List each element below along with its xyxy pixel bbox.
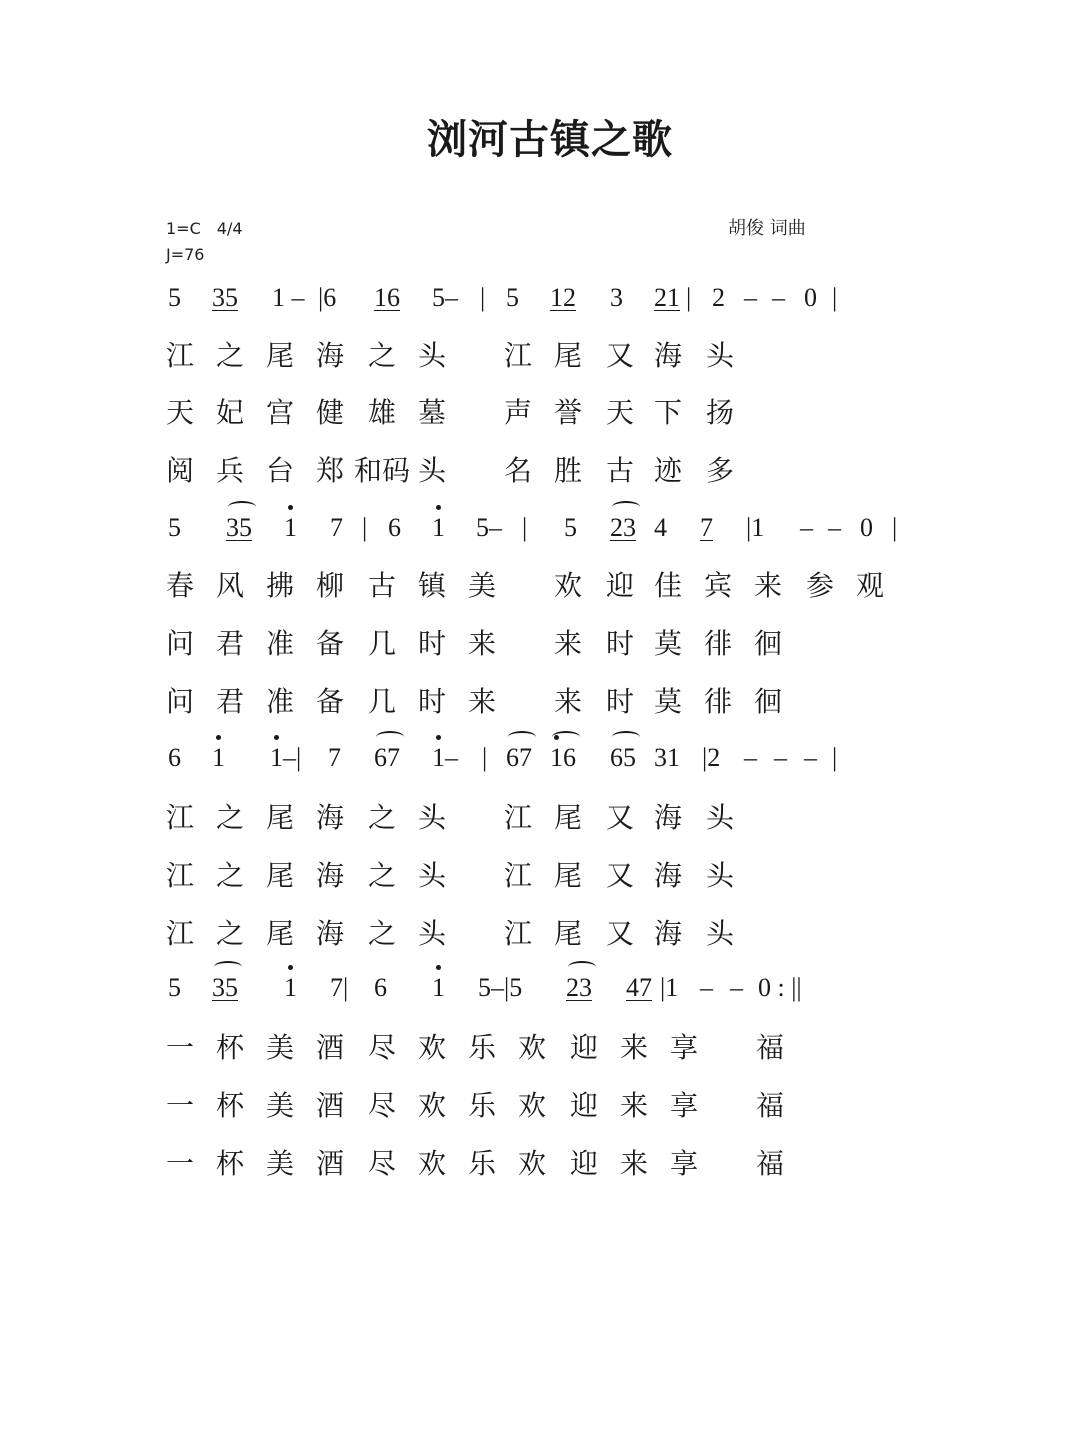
lyric-char: 又: [605, 801, 635, 834]
note: 3: [610, 283, 623, 312]
note: 21: [654, 283, 680, 312]
note: 35: [212, 283, 238, 312]
lyric-char: 之: [215, 339, 245, 372]
lyric-char: 观: [855, 569, 885, 602]
note: 1 –: [272, 283, 305, 312]
lyric-char: 福: [755, 1089, 785, 1122]
note: 23: [610, 513, 636, 542]
lyric-char: 江: [165, 801, 195, 834]
lyric-char: 江: [165, 917, 195, 950]
lyric-char: 酒: [315, 1031, 345, 1064]
lyric-char: 郑: [315, 454, 345, 487]
lyric-char: 头: [705, 339, 735, 372]
lyric-char: 多: [705, 454, 735, 487]
lyric-char: 几: [367, 685, 397, 718]
lyric-char: 头: [705, 859, 735, 892]
lyric-char: 誉: [553, 396, 583, 429]
lyric-char: 海: [653, 801, 683, 834]
lyric-char: 又: [605, 339, 635, 372]
note: –: [774, 743, 787, 772]
lyric-char: 古: [605, 454, 635, 487]
lyric-line: [0, 860, 1080, 900]
lyric-char: 享: [669, 1089, 699, 1122]
lyric-char: 欢: [417, 1147, 447, 1180]
note: 16: [550, 743, 576, 772]
lyric-char: 雄: [367, 396, 397, 429]
lyric-char: 来: [467, 685, 497, 718]
lyric-char: 时: [417, 627, 447, 660]
lyric-char: 酒: [315, 1089, 345, 1122]
note: |1: [746, 513, 765, 542]
lyric-char: 来: [553, 685, 583, 718]
note: |1: [660, 973, 679, 1002]
lyric-char: 妃: [215, 396, 245, 429]
note: 1: [284, 513, 297, 542]
notation-line: [0, 743, 1080, 783]
note: |6: [318, 283, 337, 312]
key-and-time-signature: 1=C 4/4: [166, 219, 243, 238]
note: 7|: [330, 973, 349, 1002]
lyric-char: 宾: [703, 569, 733, 602]
lyric-char: 准: [265, 627, 295, 660]
lyric-char: 头: [417, 454, 447, 487]
lyric-char: 尾: [553, 801, 583, 834]
lyric-char: 来: [619, 1147, 649, 1180]
note: 1: [284, 973, 297, 1002]
lyric-char: 尾: [553, 859, 583, 892]
lyric-char: 莫: [653, 627, 683, 660]
lyric-char: 海: [653, 859, 683, 892]
lyric-line: [0, 918, 1080, 958]
lyric-char: 海: [315, 339, 345, 372]
lyric-char: 春: [165, 569, 195, 602]
lyric-char: 杯: [215, 1147, 245, 1180]
lyric-char: 迎: [569, 1147, 599, 1180]
note: –: [772, 283, 785, 312]
lyric-char: 尾: [265, 801, 295, 834]
note: 12: [550, 283, 576, 312]
notation-line: [0, 973, 1080, 1013]
note: 1–|: [270, 743, 302, 772]
note: 5–: [476, 513, 502, 542]
lyric-char: 时: [417, 685, 447, 718]
lyric-char: 下: [653, 396, 683, 429]
note: –: [828, 513, 841, 542]
lyric-char: 徊: [753, 685, 783, 718]
notation-line: [0, 283, 1080, 323]
lyric-char: 尽: [367, 1147, 397, 1180]
lyric-char: 头: [417, 859, 447, 892]
note: 7: [700, 513, 713, 542]
lyric-char: 之: [215, 801, 245, 834]
note: 0: [860, 513, 873, 542]
lyric-char: 又: [605, 859, 635, 892]
note: 5: [168, 283, 181, 312]
lyric-char: 海: [653, 339, 683, 372]
octave-dot: [554, 735, 559, 740]
lyric-char: 时: [605, 685, 635, 718]
lyric-char: 宫: [265, 396, 295, 429]
lyric-char: 名: [503, 454, 533, 487]
lyric-char: 福: [755, 1031, 785, 1064]
lyric-char: 君: [215, 685, 245, 718]
note: 16: [374, 283, 400, 312]
note: –: [730, 973, 743, 1002]
lyric-char: 声: [503, 396, 533, 429]
note: |: [362, 513, 368, 542]
lyric-char: 欢: [417, 1089, 447, 1122]
slur-mark: [214, 961, 242, 973]
note: 67: [506, 743, 532, 772]
lyric-line: [0, 802, 1080, 842]
lyric-char: 江: [503, 859, 533, 892]
lyric-char: 乐: [467, 1031, 497, 1064]
note: 35: [226, 513, 252, 542]
lyric-line: [0, 570, 1080, 610]
lyric-char: 尾: [265, 339, 295, 372]
tempo-marking: J=76: [166, 245, 205, 264]
slur-mark: [612, 731, 640, 743]
note: 1: [432, 973, 445, 1002]
lyric-char: 江: [503, 801, 533, 834]
lyric-char: 台: [265, 454, 295, 487]
octave-dot: [274, 735, 279, 740]
lyric-char: 尽: [367, 1089, 397, 1122]
octave-dot: [436, 965, 441, 970]
lyric-char: 之: [367, 339, 397, 372]
note: 6: [388, 513, 401, 542]
octave-dot: [288, 505, 293, 510]
note: 5: [564, 513, 577, 542]
note: |: [832, 743, 838, 772]
lyric-char: 尽: [367, 1031, 397, 1064]
note: –: [744, 743, 757, 772]
lyric-char: 徘: [703, 627, 733, 660]
lyric-char: 备: [315, 685, 345, 718]
octave-dot: [436, 735, 441, 740]
note: |: [482, 743, 488, 772]
lyric-char: 之: [215, 859, 245, 892]
lyric-line: [0, 1032, 1080, 1072]
lyric-char: 欢: [517, 1147, 547, 1180]
note: 67: [374, 743, 400, 772]
lyric-char: 享: [669, 1031, 699, 1064]
lyric-char: 福: [755, 1147, 785, 1180]
note: 4: [654, 513, 667, 542]
lyric-char: 兵: [215, 454, 245, 487]
lyric-line: [0, 686, 1080, 726]
lyric-char: 来: [553, 627, 583, 660]
lyric-char: 迎: [569, 1031, 599, 1064]
lyric-char: 一: [165, 1031, 195, 1064]
lyric-char: 迎: [605, 569, 635, 602]
slur-mark: [376, 731, 404, 743]
note: |: [522, 513, 528, 542]
song-title: 浏河古镇之歌: [427, 116, 673, 163]
note: 65: [610, 743, 636, 772]
lyric-char: 欢: [553, 569, 583, 602]
note: 5: [506, 283, 519, 312]
note: 5–: [432, 283, 458, 312]
lyric-char: 头: [705, 917, 735, 950]
note: 6: [168, 743, 181, 772]
lyric-char: 乐: [467, 1147, 497, 1180]
lyric-char: 美: [467, 569, 497, 602]
lyric-char: 美: [265, 1147, 295, 1180]
octave-dot: [216, 735, 221, 740]
note: –: [800, 513, 813, 542]
lyric-char: 镇: [417, 569, 447, 602]
lyric-char: 江: [165, 859, 195, 892]
lyric-char: 和码: [353, 454, 411, 487]
note: 7: [328, 743, 341, 772]
lyric-char: 迹: [653, 454, 683, 487]
lyric-char: 头: [705, 801, 735, 834]
lyric-char: 迎: [569, 1089, 599, 1122]
slur-mark: [568, 961, 596, 973]
lyric-char: 之: [367, 859, 397, 892]
note: 5: [168, 513, 181, 542]
note: –: [700, 973, 713, 1002]
lyric-char: 风: [215, 569, 245, 602]
lyric-char: 美: [265, 1031, 295, 1064]
note: 6: [374, 973, 387, 1002]
lyric-char: 健: [315, 396, 345, 429]
lyric-char: 海: [653, 917, 683, 950]
lyric-char: 享: [669, 1147, 699, 1180]
note: –: [804, 743, 817, 772]
lyric-line: [0, 628, 1080, 668]
lyric-char: 头: [417, 917, 447, 950]
lyric-line: [0, 455, 1080, 495]
lyric-char: 来: [467, 627, 497, 660]
lyric-char: 酒: [315, 1147, 345, 1180]
lyric-char: 时: [605, 627, 635, 660]
lyric-line: [0, 1148, 1080, 1188]
note: 7: [330, 513, 343, 542]
lyric-char: 胜: [553, 454, 583, 487]
lyric-char: 一: [165, 1089, 195, 1122]
lyric-char: 君: [215, 627, 245, 660]
note: 31: [654, 743, 680, 772]
lyric-char: 来: [753, 569, 783, 602]
lyric-char: 徊: [753, 627, 783, 660]
lyric-char: 之: [215, 917, 245, 950]
notation-line: [0, 513, 1080, 553]
note: |2: [702, 743, 721, 772]
note: 1–: [432, 743, 458, 772]
lyric-char: 一: [165, 1147, 195, 1180]
lyric-char: 天: [165, 396, 195, 429]
lyric-char: 江: [503, 917, 533, 950]
note: 0 : ||: [758, 973, 802, 1002]
note: 0: [804, 283, 817, 312]
lyric-char: 欢: [517, 1031, 547, 1064]
slur-mark: [612, 501, 640, 513]
note: 1: [432, 513, 445, 542]
lyric-char: 来: [619, 1031, 649, 1064]
lyric-char: 乐: [467, 1089, 497, 1122]
lyric-char: 头: [417, 339, 447, 372]
lyric-char: 之: [367, 801, 397, 834]
slur-mark: [508, 731, 536, 743]
slur-mark: [228, 501, 256, 513]
octave-dot: [288, 965, 293, 970]
lyric-char: 欢: [517, 1089, 547, 1122]
lyric-char: 几: [367, 627, 397, 660]
lyric-char: 海: [315, 917, 345, 950]
lyric-char: 海: [315, 859, 345, 892]
lyric-char: 尾: [553, 339, 583, 372]
lyric-char: 阅: [165, 454, 195, 487]
note: 1: [212, 743, 225, 772]
lyric-char: 美: [265, 1089, 295, 1122]
lyric-char: 问: [165, 685, 195, 718]
lyric-char: 欢: [417, 1031, 447, 1064]
lyric-char: 头: [417, 801, 447, 834]
lyric-char: 尾: [553, 917, 583, 950]
note: 2: [712, 283, 725, 312]
lyric-char: 佳: [653, 569, 683, 602]
octave-dot: [436, 505, 441, 510]
lyric-char: 之: [367, 917, 397, 950]
note: |: [832, 283, 838, 312]
lyric-char: 尾: [265, 917, 295, 950]
author-credit: 胡俊 词曲: [728, 218, 806, 239]
lyric-char: 问: [165, 627, 195, 660]
lyric-char: 天: [605, 396, 635, 429]
note: 23: [566, 973, 592, 1002]
lyric-line: [0, 340, 1080, 380]
lyric-char: 扬: [705, 396, 735, 429]
note: |: [892, 513, 898, 542]
note: 35: [212, 973, 238, 1002]
lyric-line: [0, 1090, 1080, 1130]
lyric-char: 杯: [215, 1031, 245, 1064]
lyric-char: 备: [315, 627, 345, 660]
lyric-char: 江: [165, 339, 195, 372]
lyric-line: [0, 397, 1080, 437]
note: 5–|5: [478, 973, 523, 1002]
lyric-char: 参: [805, 569, 835, 602]
note: |: [686, 283, 692, 312]
note: –: [744, 283, 757, 312]
lyric-char: 莫: [653, 685, 683, 718]
lyric-char: 徘: [703, 685, 733, 718]
note: 47: [626, 973, 652, 1002]
lyric-char: 海: [315, 801, 345, 834]
lyric-char: 又: [605, 917, 635, 950]
lyric-char: 江: [503, 339, 533, 372]
lyric-char: 拂: [265, 569, 295, 602]
lyric-char: 古: [367, 569, 397, 602]
lyric-char: 来: [619, 1089, 649, 1122]
note: 5: [168, 973, 181, 1002]
note: |: [480, 283, 486, 312]
lyric-char: 墓: [417, 396, 447, 429]
lyric-char: 杯: [215, 1089, 245, 1122]
lyric-char: 准: [265, 685, 295, 718]
lyric-char: 柳: [315, 569, 345, 602]
lyric-char: 尾: [265, 859, 295, 892]
